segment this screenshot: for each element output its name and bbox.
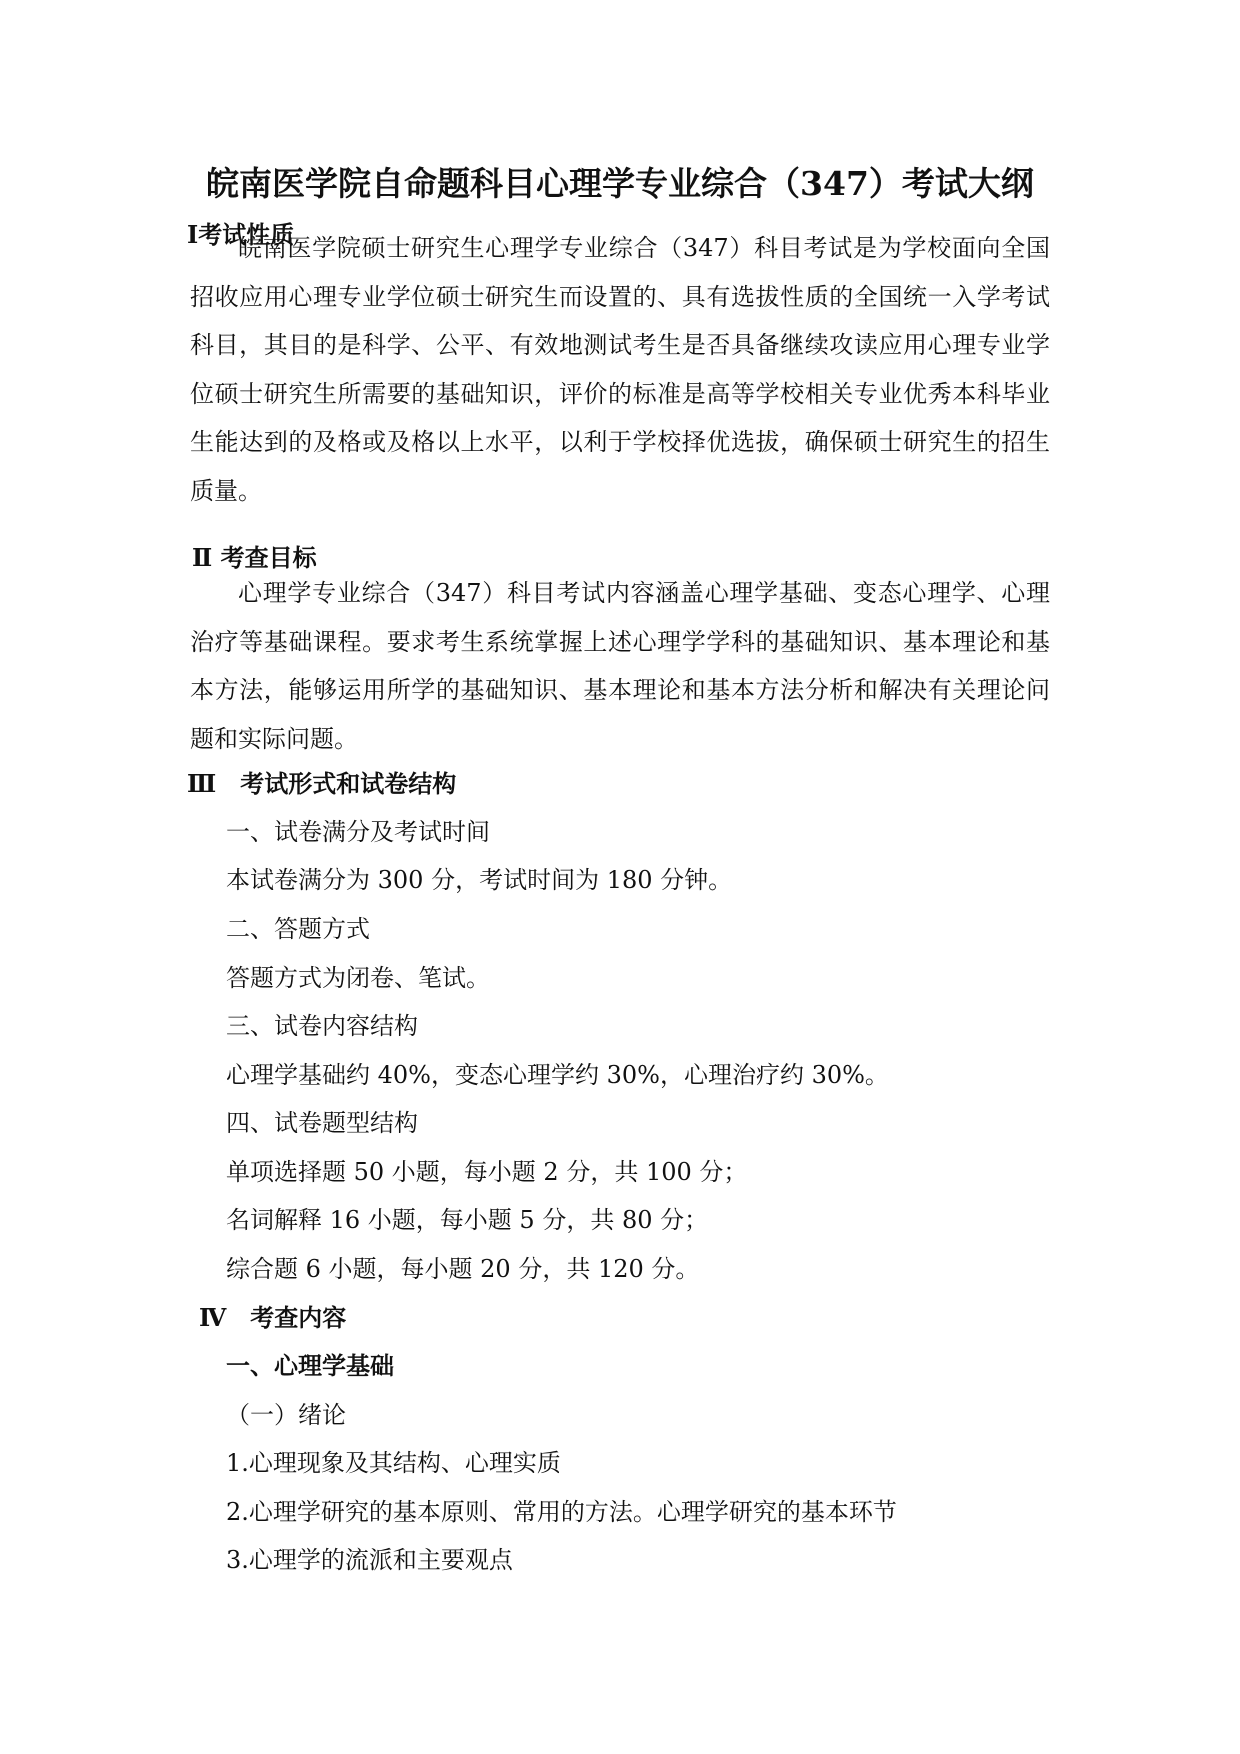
exam-format-line: 三、试卷内容结构: [226, 1012, 418, 1040]
exam-format-line: 四、试卷题型结构: [226, 1109, 418, 1137]
chapter-heading: （一）绪论: [226, 1401, 346, 1429]
section-heading-3: Ⅲ 考试形式和试卷结构: [187, 769, 457, 798]
exam-format-line: 单项选择题 50 小题，每小题 2 分，共 100 分；: [226, 1158, 748, 1186]
exam-format-line: 名词解释 16 小题，每小题 5 分，共 80 分；: [226, 1206, 709, 1234]
section-heading-1: Ⅰ考试性质: [187, 220, 295, 249]
section-1-paragraph: 皖南医学院硕士研究生心理学专业综合（347）科目考试是为学校面向全国招收应用心理专业学位硕士研究生而设置的、具有选拔性质的全国统一入学考试科目，其目的是科学、公平、有效地测试考生是否具备继续攻读应用心理专业学位硕士研究生所需要的基础知识，评价的标准是高等学校相关专业优秀本科毕业生能达到的及格或及格以上水平，以利于学校择优选拔，确保硕士研究生的招生质量。: [190, 234, 1050, 505]
section-heading-4: Ⅳ 考查内容: [199, 1303, 347, 1332]
section-heading-2: Ⅱ 考查目标: [192, 543, 317, 572]
exam-format-line: 心理学基础约 40%，变态心理学约 30%，心理治疗约 30%。: [226, 1061, 889, 1089]
content-item: 3.心理学的流派和主要观点: [226, 1546, 513, 1574]
section-2-paragraph: 心理学专业综合（347）科目考试内容涵盖心理学基础、变态心理学、心理治疗等基础课程。要求考生系统掌握上述心理学学科的基础知识、基本理论和基本方法，能够运用所学的基础知识、基本理论和基本方法分析和解决有关理论问题和实际问题。: [190, 579, 1050, 753]
subheading-psychology-basics: 一、心理学基础: [226, 1351, 394, 1380]
content-item: 2.心理学研究的基本原则、常用的方法。心理学研究的基本环节: [226, 1498, 897, 1526]
exam-format-line: 本试卷满分为 300 分，考试时间为 180 分钟。: [226, 866, 733, 894]
exam-format-line: 答题方式为闭卷、笔试。: [226, 964, 490, 992]
exam-format-line: 二、答题方式: [226, 915, 370, 943]
document-title: 皖南医学院自命题科目心理学专业综合（347）考试大纲: [206, 164, 1034, 203]
content-item: 1.心理现象及其结构、心理实质: [226, 1449, 561, 1477]
exam-format-line: 综合题 6 小题，每小题 20 分，共 120 分。: [226, 1255, 700, 1283]
exam-format-line: 一、试卷满分及考试时间: [226, 818, 490, 846]
